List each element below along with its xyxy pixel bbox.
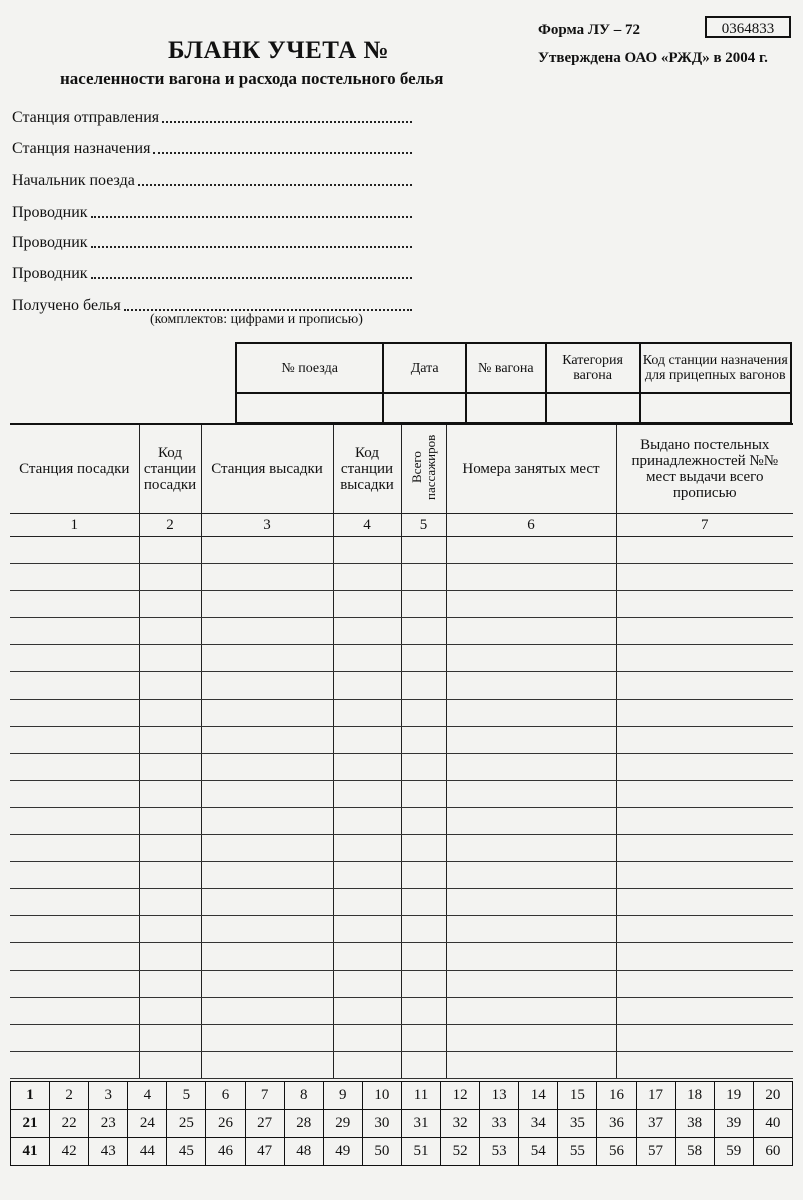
seat-number-cell[interactable]: 1 xyxy=(11,1082,50,1110)
seat-number-cell[interactable]: 27 xyxy=(245,1110,284,1138)
seat-number-cell[interactable]: 19 xyxy=(714,1082,753,1110)
journal-cell[interactable] xyxy=(446,889,616,916)
journal-cell[interactable] xyxy=(201,807,333,834)
journal-body xyxy=(10,537,793,1079)
journal-cell[interactable] xyxy=(201,618,333,645)
journal-cell[interactable] xyxy=(616,726,793,753)
field-conductor-3[interactable] xyxy=(12,265,412,283)
seat-number-cell[interactable]: 33 xyxy=(480,1110,519,1138)
seat-number-cell[interactable]: 8 xyxy=(284,1082,323,1110)
journal-cell[interactable] xyxy=(10,699,139,726)
passenger-journal-table xyxy=(10,423,793,1079)
journal-cell[interactable] xyxy=(139,889,201,916)
journal-cell[interactable] xyxy=(10,753,139,780)
journal-row xyxy=(10,591,793,618)
seat-number-cell[interactable]: 25 xyxy=(167,1110,206,1138)
journal-cell[interactable] xyxy=(333,780,401,807)
journal-cell[interactable] xyxy=(10,726,139,753)
journal-cell[interactable] xyxy=(10,862,139,889)
train-number-header: № поезда xyxy=(236,343,383,393)
journal-cell[interactable] xyxy=(401,807,446,834)
field-label: Станция назначения xyxy=(12,140,151,157)
journal-cell[interactable] xyxy=(446,753,616,780)
journal-row xyxy=(10,997,793,1024)
seat-number-cell[interactable]: 51 xyxy=(401,1138,440,1166)
journal-cell[interactable] xyxy=(401,618,446,645)
journal-cell[interactable] xyxy=(139,835,201,862)
journal-cell[interactable] xyxy=(401,645,446,672)
journal-cell[interactable] xyxy=(616,537,793,564)
journal-row xyxy=(10,726,793,753)
journal-cell[interactable] xyxy=(10,943,139,970)
journal-cell[interactable] xyxy=(616,943,793,970)
journal-cell[interactable] xyxy=(139,564,201,591)
seat-number-cell[interactable]: 53 xyxy=(480,1138,519,1166)
journal-cell[interactable] xyxy=(201,753,333,780)
date-cell[interactable] xyxy=(383,393,466,423)
journal-row xyxy=(10,916,793,943)
col-alighting-station: Станция высадки xyxy=(201,424,333,514)
col-number: 5 xyxy=(401,514,446,537)
seat-number-cell[interactable]: 43 xyxy=(89,1138,128,1166)
seat-number-cell[interactable]: 52 xyxy=(441,1138,480,1166)
col-boarding-station: Станция посадки xyxy=(10,424,139,514)
journal-cell[interactable] xyxy=(616,672,793,699)
journal-cell[interactable] xyxy=(10,672,139,699)
journal-cell[interactable] xyxy=(139,970,201,997)
journal-row xyxy=(10,1051,793,1078)
journal-row xyxy=(10,672,793,699)
journal-cell[interactable] xyxy=(201,997,333,1024)
journal-cell[interactable] xyxy=(201,835,333,862)
field-fill-line xyxy=(138,172,412,186)
journal-cell[interactable] xyxy=(616,591,793,618)
journal-row xyxy=(10,564,793,591)
journal-cell[interactable] xyxy=(616,1051,793,1078)
journal-cell[interactable] xyxy=(446,672,616,699)
journal-cell[interactable] xyxy=(333,537,401,564)
seat-number-cell[interactable]: 29 xyxy=(323,1110,362,1138)
station-code-cell[interactable] xyxy=(640,393,792,423)
journal-cell[interactable] xyxy=(401,835,446,862)
col-total-passengers-label: Всего пассажиров xyxy=(408,434,438,500)
journal-cell[interactable] xyxy=(446,591,616,618)
journal-row xyxy=(10,835,793,862)
journal-cell[interactable] xyxy=(10,537,139,564)
seat-number-cell[interactable]: 49 xyxy=(323,1138,362,1166)
seat-number-cell[interactable]: 46 xyxy=(206,1138,245,1166)
journal-cell[interactable] xyxy=(333,807,401,834)
journal-cell[interactable] xyxy=(10,970,139,997)
col-number: 1 xyxy=(10,514,139,537)
journal-cell[interactable] xyxy=(333,699,401,726)
journal-cell[interactable] xyxy=(201,672,333,699)
seat-number-cell[interactable]: 35 xyxy=(558,1110,597,1138)
journal-cell[interactable] xyxy=(401,889,446,916)
col-number: 2 xyxy=(139,514,201,537)
journal-cell[interactable] xyxy=(616,997,793,1024)
journal-cell[interactable] xyxy=(10,997,139,1024)
seat-number-row xyxy=(11,1138,793,1166)
seat-number-cell[interactable]: 14 xyxy=(519,1082,558,1110)
journal-cell[interactable] xyxy=(446,537,616,564)
seat-number-cell[interactable]: 44 xyxy=(128,1138,167,1166)
field-label: Станция отправления xyxy=(12,109,160,126)
journal-cell[interactable] xyxy=(446,726,616,753)
journal-cell[interactable] xyxy=(201,645,333,672)
journal-row xyxy=(10,807,793,834)
field-conductor-1[interactable] xyxy=(12,204,412,222)
serial-number: 0364833 xyxy=(705,16,791,38)
field-train-chief[interactable] xyxy=(12,172,412,190)
seat-number-cell[interactable]: 12 xyxy=(441,1082,480,1110)
seat-number-cell[interactable]: 4 xyxy=(128,1082,167,1110)
journal-cell[interactable] xyxy=(139,943,201,970)
journal-cell[interactable] xyxy=(446,618,616,645)
seat-number-cell[interactable]: 55 xyxy=(558,1138,597,1166)
col-boarding-code: Код станции посадки xyxy=(139,424,201,514)
seat-number-cell[interactable]: 20 xyxy=(753,1082,792,1110)
seat-number-cell[interactable]: 32 xyxy=(441,1110,480,1138)
seat-number-cell[interactable]: 28 xyxy=(284,1110,323,1138)
car-number-header: № вагона xyxy=(466,343,546,393)
journal-cell[interactable] xyxy=(446,780,616,807)
seat-number-cell[interactable]: 34 xyxy=(519,1110,558,1138)
journal-cell[interactable] xyxy=(616,645,793,672)
journal-cell[interactable] xyxy=(10,618,139,645)
train-info-table xyxy=(235,342,792,424)
seat-grid-body xyxy=(11,1082,793,1166)
field-fill-line xyxy=(91,234,412,248)
journal-cell[interactable] xyxy=(616,564,793,591)
form-title: БЛАНК УЧЕТА № xyxy=(168,37,390,64)
journal-cell[interactable] xyxy=(10,916,139,943)
journal-cell[interactable] xyxy=(333,672,401,699)
seat-number-cell[interactable]: 37 xyxy=(636,1110,675,1138)
seat-number-cell[interactable]: 16 xyxy=(597,1082,636,1110)
journal-cell[interactable] xyxy=(401,1051,446,1078)
seat-number-cell[interactable]: 56 xyxy=(597,1138,636,1166)
journal-cell[interactable] xyxy=(616,1024,793,1051)
col-number: 6 xyxy=(446,514,616,537)
field-destination-station[interactable] xyxy=(12,140,412,158)
journal-row xyxy=(10,699,793,726)
journal-cell[interactable] xyxy=(139,672,201,699)
journal-cell[interactable] xyxy=(201,1024,333,1051)
journal-cell[interactable] xyxy=(139,807,201,834)
form-code: Форма ЛУ – 72 xyxy=(538,22,641,38)
journal-cell[interactable] xyxy=(616,618,793,645)
seat-number-cell[interactable]: 31 xyxy=(401,1110,440,1138)
journal-cell[interactable] xyxy=(401,672,446,699)
field-fill-line xyxy=(91,204,412,218)
car-number-cell[interactable] xyxy=(466,393,546,423)
journal-cell[interactable] xyxy=(401,537,446,564)
seat-number-cell[interactable]: 9 xyxy=(323,1082,362,1110)
journal-cell[interactable] xyxy=(333,591,401,618)
seat-number-row xyxy=(11,1110,793,1138)
journal-row xyxy=(10,862,793,889)
journal-cell[interactable] xyxy=(333,753,401,780)
journal-cell[interactable] xyxy=(446,699,616,726)
journal-cell[interactable] xyxy=(401,943,446,970)
journal-row xyxy=(10,970,793,997)
journal-cell[interactable] xyxy=(10,1051,139,1078)
col-linen-issued: Выдано постельных принадлежностей №№ мест выдачи всего прописью xyxy=(616,424,793,514)
seat-number-cell[interactable]: 57 xyxy=(636,1138,675,1166)
journal-cell[interactable] xyxy=(446,1024,616,1051)
field-fill-line xyxy=(124,297,412,311)
journal-cell[interactable] xyxy=(139,618,201,645)
seat-number-cell[interactable]: 45 xyxy=(167,1138,206,1166)
journal-row xyxy=(10,1024,793,1051)
journal-cell[interactable] xyxy=(10,1024,139,1051)
journal-cell[interactable] xyxy=(401,699,446,726)
field-fill-line xyxy=(153,140,412,154)
journal-cell[interactable] xyxy=(446,1051,616,1078)
field-label: Проводник xyxy=(12,204,88,221)
journal-cell[interactable] xyxy=(201,889,333,916)
field-departure-station[interactable] xyxy=(12,109,412,127)
journal-cell[interactable] xyxy=(333,1024,401,1051)
journal-cell[interactable] xyxy=(446,943,616,970)
journal-cell[interactable] xyxy=(139,753,201,780)
journal-cell[interactable] xyxy=(333,916,401,943)
seat-number-cell[interactable]: 10 xyxy=(362,1082,401,1110)
field-label: Проводник xyxy=(12,234,88,251)
seat-number-cell[interactable]: 50 xyxy=(362,1138,401,1166)
journal-cell[interactable] xyxy=(401,916,446,943)
journal-cell[interactable] xyxy=(401,726,446,753)
journal-cell[interactable] xyxy=(10,835,139,862)
journal-cell[interactable] xyxy=(616,835,793,862)
journal-cell[interactable] xyxy=(616,780,793,807)
seat-number-cell[interactable]: 47 xyxy=(245,1138,284,1166)
journal-cell[interactable] xyxy=(446,862,616,889)
journal-cell[interactable] xyxy=(616,862,793,889)
journal-cell[interactable] xyxy=(201,916,333,943)
journal-cell[interactable] xyxy=(333,970,401,997)
seat-number-cell[interactable]: 23 xyxy=(89,1110,128,1138)
journal-cell[interactable] xyxy=(201,780,333,807)
station-code-header: Код станции назначения для прицепных вагонов xyxy=(640,343,792,393)
journal-cell[interactable] xyxy=(139,780,201,807)
seat-number-cell[interactable]: 15 xyxy=(558,1082,597,1110)
col-number: 3 xyxy=(201,514,333,537)
journal-cell[interactable] xyxy=(139,862,201,889)
journal-cell[interactable] xyxy=(401,862,446,889)
seat-number-cell[interactable]: 39 xyxy=(714,1110,753,1138)
journal-cell[interactable] xyxy=(201,591,333,618)
journal-cell[interactable] xyxy=(401,780,446,807)
journal-cell[interactable] xyxy=(616,916,793,943)
car-category-header: Категория вагона xyxy=(546,343,640,393)
journal-cell[interactable] xyxy=(333,997,401,1024)
field-fill-line xyxy=(91,265,412,279)
journal-cell[interactable] xyxy=(401,753,446,780)
journal-cell[interactable] xyxy=(333,862,401,889)
journal-cell[interactable] xyxy=(333,564,401,591)
seat-number-cell[interactable]: 11 xyxy=(401,1082,440,1110)
journal-cell[interactable] xyxy=(139,1051,201,1078)
seat-number-cell[interactable]: 3 xyxy=(89,1082,128,1110)
journal-cell[interactable] xyxy=(616,807,793,834)
journal-cell[interactable] xyxy=(201,564,333,591)
col-total-passengers xyxy=(401,424,446,514)
train-number-cell[interactable] xyxy=(236,393,383,423)
journal-cell[interactable] xyxy=(616,699,793,726)
seat-number-cell[interactable]: 36 xyxy=(597,1110,636,1138)
seat-number-cell[interactable]: 26 xyxy=(206,1110,245,1138)
journal-cell[interactable] xyxy=(10,889,139,916)
seat-number-cell[interactable]: 13 xyxy=(480,1082,519,1110)
journal-cell[interactable] xyxy=(139,1024,201,1051)
seat-number-grid xyxy=(10,1081,793,1166)
journal-row xyxy=(10,943,793,970)
seat-number-cell[interactable]: 7 xyxy=(245,1082,284,1110)
col-occupied-seats: Номера занятых мест xyxy=(446,424,616,514)
journal-row xyxy=(10,753,793,780)
journal-cell[interactable] xyxy=(201,537,333,564)
journal-cell[interactable] xyxy=(201,726,333,753)
field-fill-line xyxy=(162,109,412,123)
journal-cell[interactable] xyxy=(401,970,446,997)
seat-number-cell[interactable]: 21 xyxy=(11,1110,50,1138)
seat-number-cell[interactable]: 54 xyxy=(519,1138,558,1166)
journal-cell[interactable] xyxy=(616,753,793,780)
journal-row xyxy=(10,780,793,807)
journal-cell[interactable] xyxy=(139,645,201,672)
journal-cell[interactable] xyxy=(446,645,616,672)
field-label: Получено белья xyxy=(12,297,121,314)
seat-number-row xyxy=(11,1082,793,1110)
seat-number-cell[interactable]: 30 xyxy=(362,1110,401,1138)
journal-cell[interactable] xyxy=(616,889,793,916)
seat-number-cell[interactable]: 22 xyxy=(50,1110,89,1138)
seat-number-cell[interactable]: 24 xyxy=(128,1110,167,1138)
journal-cell[interactable] xyxy=(446,997,616,1024)
journal-cell[interactable] xyxy=(616,970,793,997)
journal-cell[interactable] xyxy=(201,970,333,997)
journal-cell[interactable] xyxy=(333,726,401,753)
linen-note: (комплектов: цифрами и прописью) xyxy=(150,312,363,327)
seat-number-cell[interactable]: 48 xyxy=(284,1138,323,1166)
date-header: Дата xyxy=(383,343,466,393)
journal-cell[interactable] xyxy=(139,997,201,1024)
journal-cell[interactable] xyxy=(10,564,139,591)
journal-cell[interactable] xyxy=(201,862,333,889)
seat-number-cell[interactable]: 17 xyxy=(636,1082,675,1110)
journal-cell[interactable] xyxy=(333,618,401,645)
seat-number-cell[interactable]: 38 xyxy=(675,1110,714,1138)
col-number: 4 xyxy=(333,514,401,537)
field-conductor-2[interactable] xyxy=(12,234,412,252)
seat-number-cell[interactable]: 6 xyxy=(206,1082,245,1110)
journal-cell[interactable] xyxy=(446,807,616,834)
journal-cell[interactable] xyxy=(139,591,201,618)
field-label: Начальник поезда xyxy=(12,172,135,189)
seat-number-cell[interactable]: 40 xyxy=(753,1110,792,1138)
journal-cell[interactable] xyxy=(10,807,139,834)
journal-row xyxy=(10,645,793,672)
journal-row xyxy=(10,537,793,564)
journal-cell[interactable] xyxy=(401,1024,446,1051)
seat-number-cell[interactable]: 59 xyxy=(714,1138,753,1166)
journal-cell[interactable] xyxy=(401,564,446,591)
journal-cell[interactable] xyxy=(139,537,201,564)
seat-number-cell[interactable]: 42 xyxy=(50,1138,89,1166)
seat-number-cell[interactable]: 41 xyxy=(11,1138,50,1166)
journal-cell[interactable] xyxy=(401,591,446,618)
journal-cell[interactable] xyxy=(446,835,616,862)
col-alighting-code: Код станции высадки xyxy=(333,424,401,514)
journal-cell[interactable] xyxy=(446,970,616,997)
journal-cell[interactable] xyxy=(201,943,333,970)
seat-number-cell[interactable]: 5 xyxy=(167,1082,206,1110)
journal-cell[interactable] xyxy=(333,943,401,970)
journal-cell[interactable] xyxy=(446,564,616,591)
journal-row xyxy=(10,618,793,645)
journal-cell[interactable] xyxy=(401,997,446,1024)
journal-cell[interactable] xyxy=(10,780,139,807)
seat-number-cell[interactable]: 2 xyxy=(50,1082,89,1110)
journal-cell[interactable] xyxy=(333,889,401,916)
col-number: 7 xyxy=(616,514,793,537)
journal-cell[interactable] xyxy=(201,1051,333,1078)
form-subtitle: населенности вагона и расхода постельного белья xyxy=(60,69,444,88)
journal-cell[interactable] xyxy=(10,645,139,672)
seat-number-cell[interactable]: 58 xyxy=(675,1138,714,1166)
approval-note: Утверждена ОАО «РЖД» в 2004 г. xyxy=(538,50,768,66)
seat-number-cell[interactable]: 60 xyxy=(753,1138,792,1166)
journal-cell[interactable] xyxy=(10,591,139,618)
journal-cell[interactable] xyxy=(139,726,201,753)
journal-row xyxy=(10,889,793,916)
journal-cell[interactable] xyxy=(139,916,201,943)
journal-cell[interactable] xyxy=(201,699,333,726)
car-category-cell[interactable] xyxy=(546,393,640,423)
field-label: Проводник xyxy=(12,265,88,282)
journal-cell[interactable] xyxy=(333,1051,401,1078)
journal-cell[interactable] xyxy=(333,645,401,672)
journal-cell[interactable] xyxy=(333,835,401,862)
seat-number-cell[interactable]: 18 xyxy=(675,1082,714,1110)
journal-cell[interactable] xyxy=(446,916,616,943)
journal-cell[interactable] xyxy=(139,699,201,726)
